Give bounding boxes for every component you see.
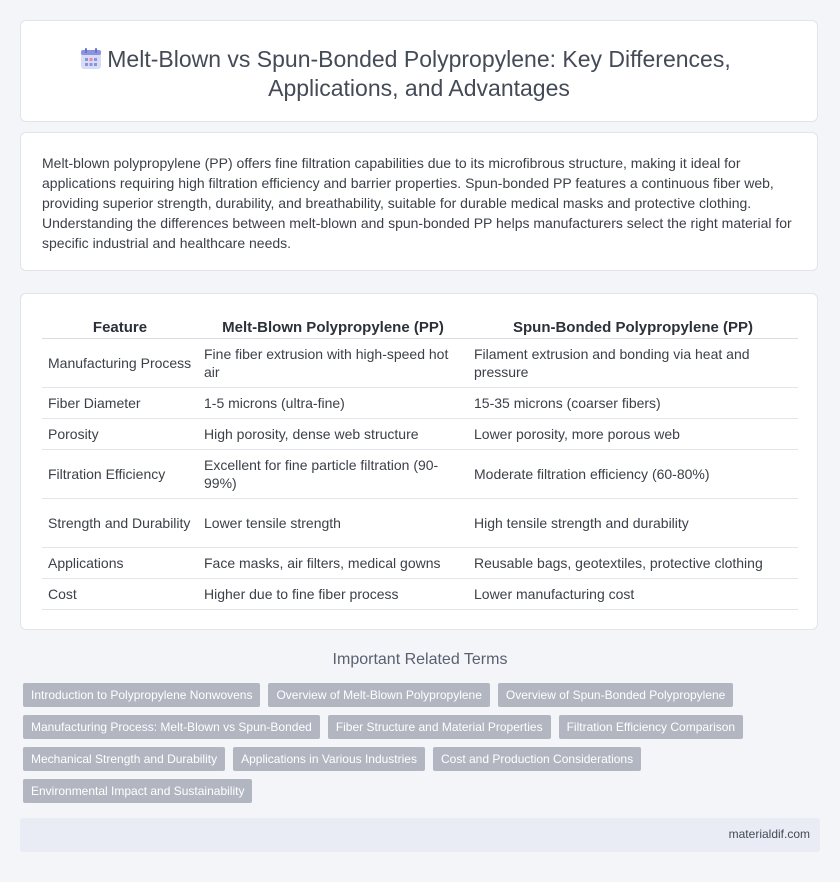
table-row: [42, 388, 798, 419]
table-row: [42, 548, 798, 579]
column-header-melt-blown: Melt-Blown Polypropylene (PP): [198, 314, 468, 339]
spun-bonded-cell: Reusable bags, geotextiles, protective clothing: [468, 548, 798, 579]
page-title-line1: Melt-Blown vs Spun-Bonded Polypropylene: Key Differences,: [107, 46, 731, 72]
related-term-tag[interactable]: Mechanical Strength and Durability: [23, 747, 225, 771]
title-card: [20, 20, 818, 122]
feature-cell: Fiber Diameter: [42, 388, 198, 419]
feature-cell: Porosity: [42, 419, 198, 450]
related-term-tag[interactable]: Introduction to Polypropylene Nonwovens: [23, 683, 260, 707]
related-term-tag[interactable]: Overview of Melt-Blown Polypropylene: [268, 683, 489, 707]
feature-cell: Strength and Durability: [42, 499, 198, 548]
column-header-spun-bonded: Spun-Bonded Polypropylene (PP): [468, 314, 798, 339]
melt-blown-cell: Fine fiber extrusion with high-speed hot air: [198, 339, 468, 388]
page-title-line2: Applications, and Advantages: [268, 75, 570, 101]
melt-blown-cell: Excellent for fine particle filtration (90-99%): [198, 450, 468, 499]
related-term-tag[interactable]: Filtration Efficiency Comparison: [559, 715, 744, 739]
melt-blown-cell: 1-5 microns (ultra-fine): [198, 388, 468, 419]
melt-blown-cell: Face masks, air filters, medical gowns: [198, 548, 468, 579]
spun-bonded-cell: Moderate filtration efficiency (60-80%): [468, 450, 798, 499]
related-terms-tags: [23, 683, 783, 811]
intro-paragraph: Melt-blown polypropylene (PP) offers fine filtration capabilities due to its microfibrous structure, making it ideal for applications requiring high filtration efficiency and barrier properties. Spun-bonded PP features a continuous fiber web, providing superior strength, durability, and breathability, suitable for durable medical masks and protective clothing. Understanding the differences between melt-blown and spun-bonded PP helps manufacturers select the right material for specific industrial and healthcare needs.: [42, 155, 792, 251]
table-header-row: [42, 314, 798, 339]
related-term-tag[interactable]: Overview of Spun-Bonded Polypropylene: [498, 683, 733, 707]
comparison-table: [42, 314, 798, 610]
table-row: [42, 419, 798, 450]
related-term-tag[interactable]: Fiber Structure and Material Properties: [328, 715, 551, 739]
spun-bonded-cell: Filament extrusion and bonding via heat and pressure: [468, 339, 798, 388]
footer: [20, 818, 820, 852]
table-row: [42, 339, 798, 388]
related-term-tag[interactable]: Applications in Various Industries: [233, 747, 425, 771]
melt-blown-cell: Higher due to fine fiber process: [198, 579, 468, 610]
table-row: [42, 450, 798, 499]
feature-cell: Applications: [42, 548, 198, 579]
spun-bonded-cell: High tensile strength and durability: [468, 499, 798, 548]
table-row: [42, 499, 798, 548]
spun-bonded-cell: Lower porosity, more porous web: [468, 419, 798, 450]
column-header-feature: Feature: [42, 314, 198, 339]
footer-site-link[interactable]: materialdif.com: [728, 827, 810, 841]
melt-blown-cell: Lower tensile strength: [198, 499, 468, 548]
comparison-table-card: [20, 293, 818, 630]
feature-cell: Manufacturing Process: [42, 339, 198, 388]
spun-bonded-cell: 15-35 microns (coarser fibers): [468, 388, 798, 419]
melt-blown-cell: High porosity, dense web structure: [198, 419, 468, 450]
page-title: [21, 45, 817, 103]
intro-card: [20, 132, 818, 271]
feature-cell: Cost: [42, 579, 198, 610]
related-term-tag[interactable]: Manufacturing Process: Melt-Blown vs Spun-Bonded: [23, 715, 320, 739]
related-term-tag[interactable]: Environmental Impact and Sustainability: [23, 779, 252, 803]
related-terms-title: Important Related Terms: [332, 651, 508, 668]
spun-bonded-cell: Lower manufacturing cost: [468, 579, 798, 610]
related-term-tag[interactable]: Cost and Production Considerations: [433, 747, 641, 771]
feature-cell: Filtration Efficiency: [42, 450, 198, 499]
table-row: [42, 579, 798, 610]
